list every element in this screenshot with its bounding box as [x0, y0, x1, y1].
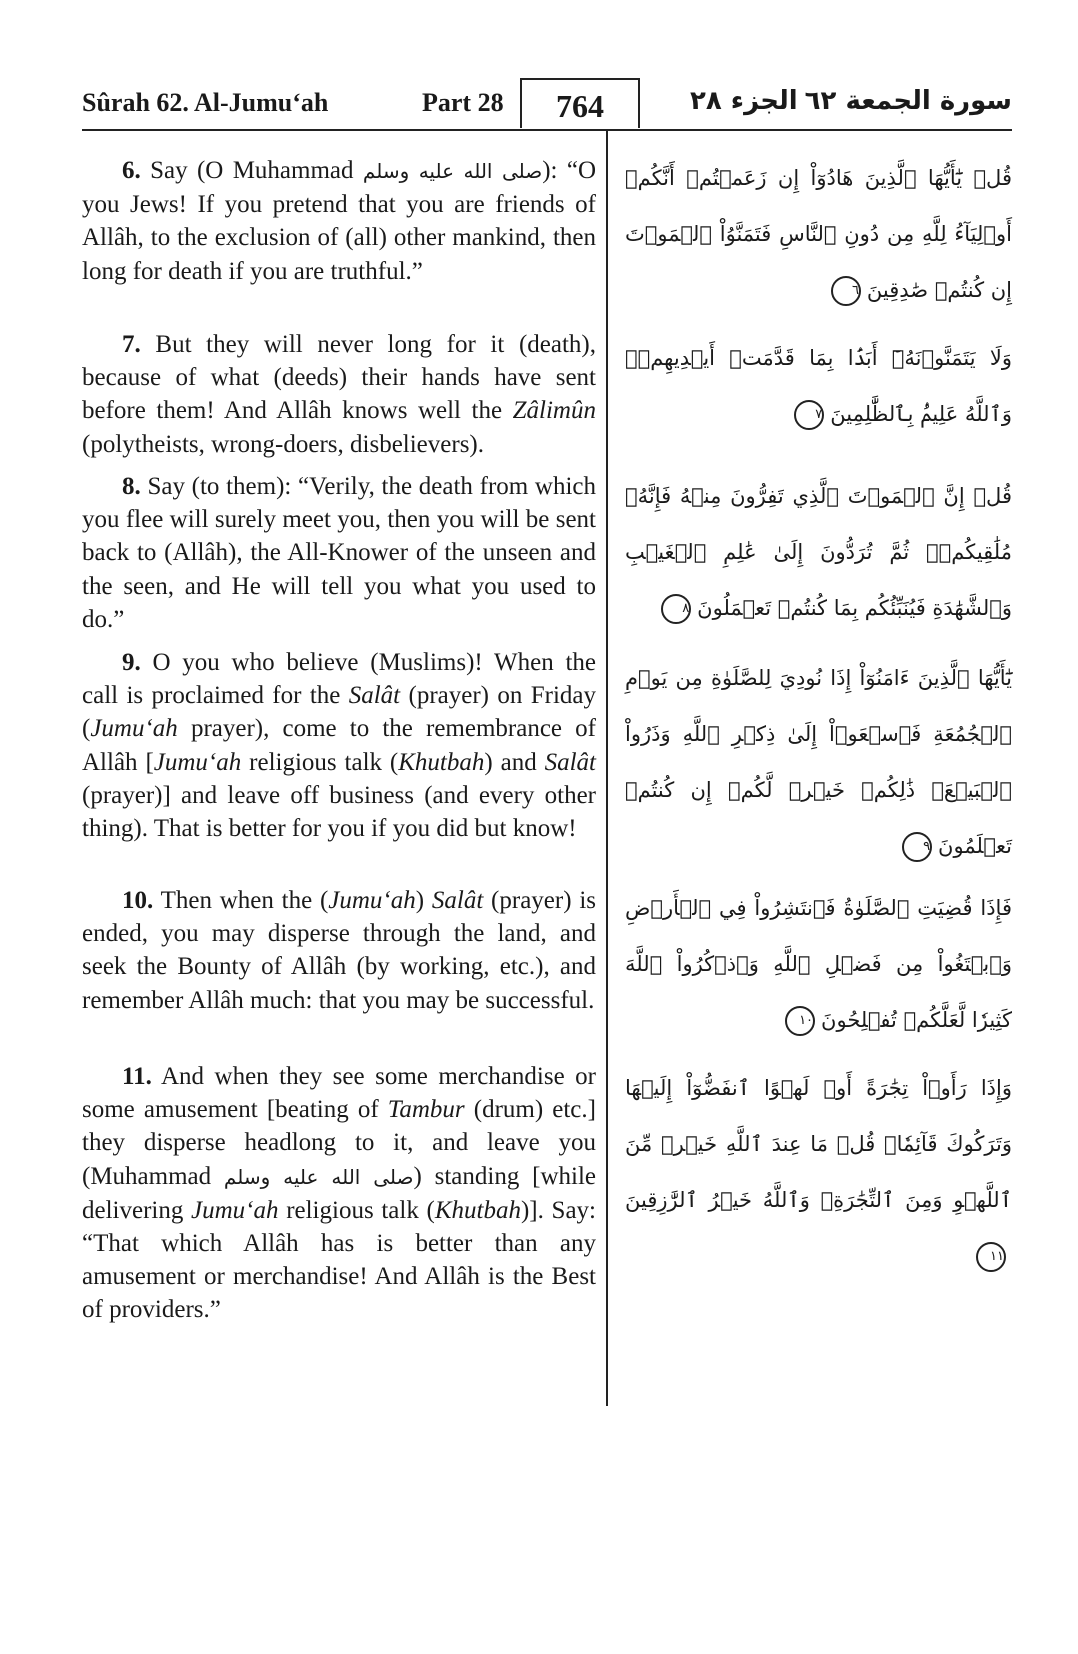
- verse-10-translation: 10. Then when the (Jumu‘ah) Salât (prayer) is ended, you may disperse through the land, and seek the Bounty of Allâh (by working, etc.), and remember Allâh much: that you may be successful.: [82, 887, 596, 1014]
- ayah-end-marker: ٨: [661, 594, 691, 624]
- verse-9-arabic: يَٰٓأَيُّهَا ٱلَّذِينَ ءَامَنُوٓاْ إِذَا نُودِيَ لِلصَّلَوٰةِ مِن يَوۡمِ ٱلۡجُمُعَةِ فَٱسۡعَوۡاْ إِلَىٰ ذِكۡرِ ٱللَّهِ وَذَرُواْ ٱلۡبَيۡعَۚ ذَٰلِكُمۡ خَيۡرٞ لَّكُمۡ إِن كُنتُمۡ تَعۡلَمُونَ٩: [625, 650, 1012, 874]
- part-label-en: Part 28: [422, 88, 504, 117]
- ayah-end-marker: ٦: [831, 276, 861, 306]
- ayah-end-marker: ٧: [794, 400, 824, 430]
- ayah-end-marker: ١٠: [785, 1006, 815, 1036]
- verse-number: 6.: [122, 157, 141, 184]
- verse-7-translation: 7. But they will never long for it (death), because of what (deeds) their hands have sent before them! And Allâh knows well the Zâlimûn (polytheists, wrong-doers, disbelievers).: [82, 331, 597, 458]
- verse-8-arabic: قُلۡ إِنَّ ٱلۡمَوۡتَ ٱلَّذِي تَفِرُّونَ مِنۡهُ فَإِنَّهُۥ مُلَٰقِيكُمۡۖ ثُمَّ تُرَدُّونَ إِلَىٰ عَٰلِمِ ٱلۡغَيۡبِ وَٱلشَّهَٰدَةِ فَيُنَبِّئُكُم بِمَا كُنتُمۡ تَعۡمَلُونَ٨: [625, 468, 1012, 636]
- verse-number: 7.: [122, 331, 141, 358]
- salutation-text: صلى الله عليه وسلم: [362, 159, 543, 183]
- verse-8-translation: 8. Say (to them): “Verily, the death from which you flee will surely meet you, then you will be sent back to (Allâh), the All-Knower of the unseen and the seen, and He will tell you what you used to do.”: [82, 473, 597, 633]
- verse-9-translation: 9. O you who believe (Muslims)! When the call is proclaimed for the Salât (prayer) on Friday (Jumu‘ah prayer), come to the remembrance of Allâh [Jumu‘ah religious talk (Khutbah) and Salât (prayer)] and leave off business (and every other thing). That is better for you if you did but know!: [82, 649, 597, 843]
- verse-7-arabic: وَلَا يَتَمَنَّوۡنَهُۥٓ أَبَدَۢا بِمَا قَدَّمَتۡ أَيۡدِيهِمۡۚ وَٱللَّهُ عَلِيمُۢ بِٱلظَّٰلِمِينَ٧: [625, 330, 1012, 442]
- verse-11-translation: 11. And when they see some merchandise or some amusement [beating of Tambur (drum) etc.] they disperse headlong to it, and leave you (Muhammad صلى الله عليه وسلم) standing [while delivering Jumu‘ah religious talk (Khutbah)]. Say: “That which Allâh has is better than any amusement or merchandise! And Allâh is the Best of providers.”: [82, 1063, 596, 1324]
- surah-title-en: Sûrah 62. Al-Jumu‘ah: [82, 88, 329, 117]
- verse-number: 11.: [122, 1063, 152, 1090]
- verse-6-translation: 6. Say (O Muhammad صلى الله عليه وسلم): “O you Jews! If you pretend that you are friends of Allâh, to the exclusion of (all) other mankind, then long for death if you are truthful.”: [82, 157, 596, 285]
- verse-11-arabic: وَإِذَا رَأَوۡاْ تِجَٰرَةً أَوۡ لَهۡوًا ٱنفَضُّوٓاْ إِلَيۡهَا وَتَرَكُوكَ قَآئِمٗاۚ قُلۡ مَا عِندَ ٱللَّهِ خَيۡرٞ مِّنَ ٱللَّهۡوِ وَمِنَ ٱلتِّجَٰرَةِۚ وَٱللَّهُ خَيۡرُ ٱلرَّٰزِقِينَ١١: [625, 1060, 1012, 1284]
- surah-title-ar: سورة الجمعة ٦٢: [804, 86, 1012, 116]
- verse-6-arabic: قُلۡ يَٰٓأَيُّهَا ٱلَّذِينَ هَادُوٓاْ إِن زَعَمۡتُمۡ أَنَّكُمۡ أَوۡلِيَآءُ لِلَّهِ مِن دُونِ ٱلنَّاسِ فَتَمَنَّوُاْ ٱلۡمَوۡتَ إِن كُنتُمۡ صَٰدِقِينَ٦: [625, 150, 1012, 318]
- salutation-text: صلى الله عليه وسلم: [223, 1164, 414, 1189]
- ayah-end-marker: ٩: [902, 832, 932, 862]
- header-divider: [82, 129, 1012, 131]
- verse-number: 10.: [122, 887, 154, 914]
- column-divider: [606, 131, 608, 1406]
- page-number: 764: [520, 78, 640, 128]
- ayah-end-marker: ١١: [976, 1242, 1006, 1272]
- verse-number: 8.: [122, 473, 141, 500]
- page-header: [82, 78, 1012, 130]
- verse-number: 9.: [122, 649, 141, 676]
- verse-10-arabic: فَإِذَا قُضِيَتِ ٱلصَّلَوٰةُ فَٱنتَشِرُواْ فِي ٱلۡأَرۡضِ وَٱبۡتَغُواْ مِن فَضۡلِ ٱللَّهِ وَٱذۡكُرُواْ ٱللَّهَ كَثِيرٗا لَّعَلَّكُمۡ تُفۡلِحُونَ١٠: [625, 880, 1012, 1048]
- part-label-ar: الجزء ٢٨: [690, 86, 798, 116]
